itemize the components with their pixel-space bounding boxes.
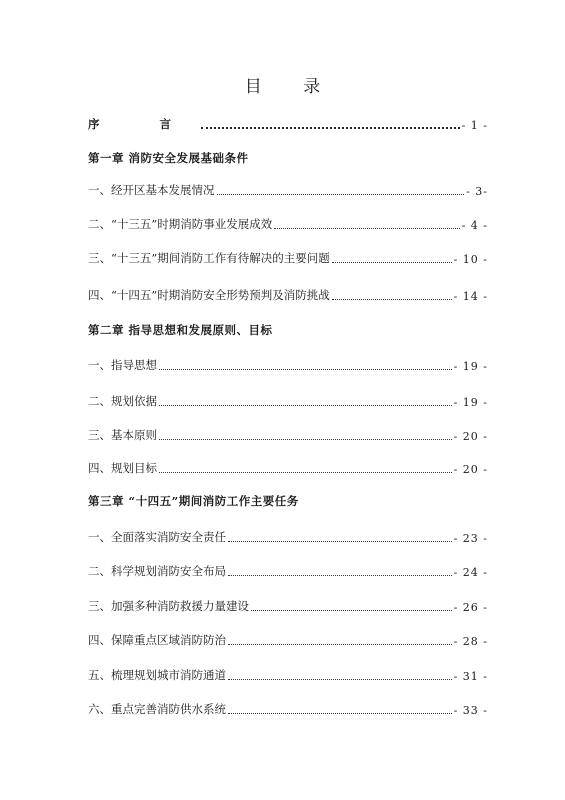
- toc-page-number: - 31 -: [453, 670, 488, 683]
- dot-leader: [201, 127, 460, 129]
- toc-page-number: - 33 -: [453, 704, 488, 717]
- dot-leader: [159, 405, 452, 406]
- dot-leader: [251, 610, 452, 611]
- toc-entry-label: 四、“十四五”时期消防安全形势预判及消防挑战: [88, 288, 330, 302]
- toc-page-number: - 10 -: [453, 253, 488, 266]
- toc-entry-label: 一、全面落实消防安全责任: [88, 530, 226, 544]
- toc-page-number: - 1 -: [461, 119, 488, 132]
- toc-page-number: - 26 -: [453, 601, 488, 614]
- toc-entry[interactable]: [88, 353, 488, 373]
- dot-leader: [274, 228, 459, 229]
- toc-page-number: - 28 -: [453, 635, 488, 648]
- dot-leader: [159, 439, 452, 440]
- toc-page-number: - 20 -: [453, 463, 488, 476]
- toc-page-number: - 24 -: [453, 566, 488, 579]
- toc-entry-label: 二、科学规划消防安全布局: [88, 564, 226, 578]
- toc-page-number: - 4 -: [461, 219, 488, 232]
- dot-leader: [159, 369, 452, 370]
- toc-entry[interactable]: [88, 525, 488, 545]
- dot-leader: [217, 194, 465, 195]
- toc-entry-label: 序 言: [88, 117, 200, 131]
- toc-entry-label: 一、经开区基本发展情况: [88, 183, 215, 197]
- toc-entry[interactable]: [88, 246, 488, 266]
- toc-entry-label: 三、加强多种消防救援力量建设: [88, 599, 249, 613]
- toc-entry-label: 三、基本原则: [88, 428, 157, 442]
- toc-entry[interactable]: [88, 456, 488, 476]
- toc-title: 目 录: [244, 77, 339, 97]
- toc-entry[interactable]: [88, 283, 488, 303]
- dot-leader: [228, 541, 452, 542]
- toc-page-number: - 23 -: [453, 532, 488, 545]
- toc-page-number: - 3-: [466, 185, 488, 198]
- chapter-heading[interactable]: 第三章 “十四五”期间消防工作主要任务: [88, 494, 299, 508]
- toc-page-number: - 14 -: [453, 290, 488, 303]
- chapter-heading[interactable]: 第一章 消防安全发展基础条件: [88, 151, 249, 165]
- toc-page-number: - 19 -: [453, 360, 488, 373]
- dot-leader: [332, 262, 452, 263]
- toc-entry[interactable]: [88, 559, 488, 579]
- toc-entry-label: 二、规划依据: [88, 394, 157, 408]
- toc-entry[interactable]: [88, 628, 488, 648]
- toc-entry-label: 一、指导思想: [88, 358, 157, 372]
- toc-entry-label: 三、“十三五”期间消防工作有待解决的主要问题: [88, 251, 330, 265]
- dot-leader: [159, 472, 452, 473]
- toc-entry-label: 二、“十三五”时期消防事业发展成效: [88, 217, 273, 231]
- toc-entry[interactable]: [88, 178, 488, 198]
- toc-entry-label: 六、重点完善消防供水系统: [88, 702, 226, 716]
- toc-entry-label: 五、梳理规划城市消防通道: [88, 668, 226, 682]
- toc-entry-label: 四、规划目标: [88, 461, 157, 475]
- toc-entry[interactable]: [88, 212, 488, 232]
- dot-leader: [228, 713, 452, 714]
- dot-leader: [228, 679, 452, 680]
- chapter-heading[interactable]: 第二章 指导思想和发展原则、目标: [88, 323, 273, 337]
- dot-leader: [332, 299, 452, 300]
- toc-entry[interactable]: [88, 389, 488, 409]
- toc-entry[interactable]: [88, 663, 488, 683]
- toc-entry-preface[interactable]: [88, 112, 488, 132]
- toc-entry-label: 四、保障重点区域消防防治: [88, 633, 226, 647]
- dot-leader: [228, 644, 452, 645]
- toc-entry[interactable]: [88, 594, 488, 614]
- toc-entry[interactable]: [88, 697, 488, 717]
- toc-page-number: - 20 -: [453, 430, 488, 443]
- dot-leader: [228, 575, 452, 576]
- toc-entry[interactable]: [88, 423, 488, 443]
- toc-page-number: - 19 -: [453, 396, 488, 409]
